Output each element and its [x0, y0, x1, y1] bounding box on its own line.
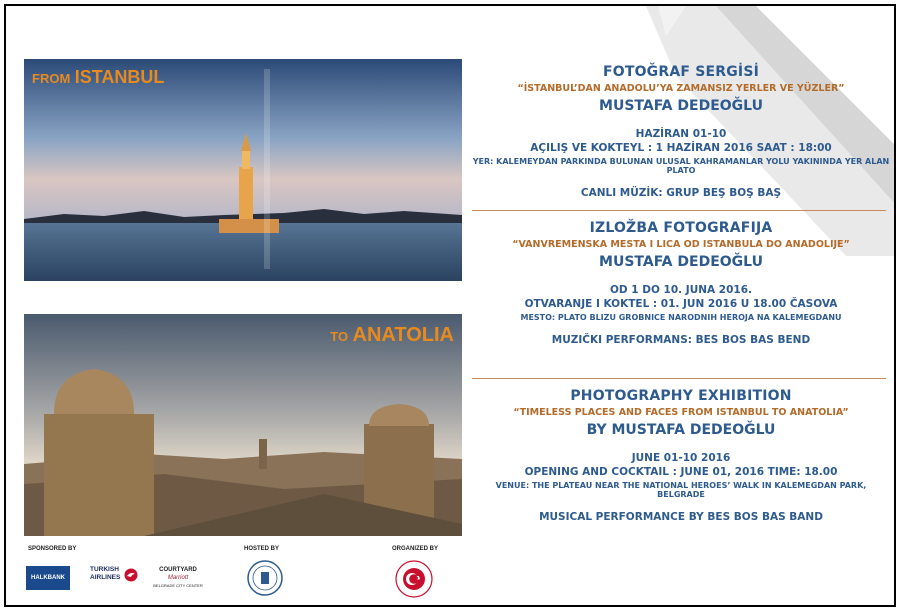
caption-istanbul: ISTANBUL — [74, 67, 165, 87]
caption-to: TO — [330, 329, 349, 344]
serbian-dates: OD 1 DO 10. JUNA 2016. — [609, 284, 753, 296]
serbian-section — [472, 220, 890, 346]
english-music: MUSICAL PERFORMANCE BY BES BOS BAS BAND — [539, 511, 823, 523]
organizer-emblem — [394, 559, 434, 599]
organized-by-label: ORGANIZED BY — [392, 546, 439, 552]
turkish-dates: HAZİRAN 01-10 — [635, 128, 727, 140]
turkish-title: FOTOĞRAF SERGİSİ — [602, 64, 760, 80]
istanbul-caption — [32, 67, 164, 88]
istanbul-photo — [24, 59, 462, 281]
english-section — [472, 388, 890, 523]
turkish-airlines-icon — [124, 568, 138, 582]
courtyard-subtext: BELGRADE CITY CENTER — [153, 583, 203, 588]
serbian-music: MUZIČKI PERFORMANS: BES BOS BAS BEND — [551, 334, 811, 346]
caption-anatolia: ANATOLIA — [352, 324, 454, 346]
courtyard-text: COURTYARD — [159, 567, 197, 573]
marriott-text: Marriott — [167, 575, 189, 581]
halkbank-text: HALKBANK — [31, 575, 65, 581]
serbian-author: MUSTAFA DEDEOĞLU — [599, 254, 763, 270]
serbian-title: IZLOŽBA FOTOGRAFIJA — [589, 220, 773, 236]
ta-text-2: AIRLINES — [90, 574, 121, 581]
serbian-subtitle: “VANVREMENSKA MESTA I LICA OD ISTANBULA DO ANADOLIJE” — [512, 239, 850, 250]
english-subtitle: “TIMELESS PLACES AND FACES FROM ISTANBUL TO ANATOLIA” — [513, 407, 849, 418]
caption-from: FROM — [32, 71, 71, 86]
anatolia-caption — [330, 324, 454, 347]
poster-frame — [4, 4, 896, 607]
english-author: BY MUSTAFA DEDEOĞLU — [586, 422, 776, 438]
host-library-emblem — [246, 559, 284, 597]
turkish-section — [472, 64, 890, 199]
halkbank-logo — [26, 566, 70, 590]
divider-1 — [472, 210, 886, 211]
english-dates: JUNE 01-10 2016 — [631, 452, 731, 464]
turkish-author: MUSTAFA DEDEOĞLU — [599, 98, 763, 114]
english-opening: OPENING AND COCKTAIL : JUNE 01, 2016 TIME: 18.00 — [524, 466, 838, 478]
courtyard-logo — [146, 566, 210, 594]
anatolia-photo — [24, 314, 462, 536]
divider-2 — [472, 378, 886, 379]
turkish-subtitle: “İSTANBUL’DAN ANADOLU’YA ZAMANSIZ YERLER VE YÜZLER” — [517, 83, 845, 94]
serbian-opening: OTVARANJE I KOKTEL : 01. JUN 2016 U 18.00 ČASOVA — [524, 298, 838, 310]
serbian-venue: MESTO: PLATO BLIZU GROBNICE NARODNIH HEROJA NA KALEMEGDANU — [520, 313, 842, 322]
turkish-opening: AÇILIŞ VE KOKTEYL : 1 HAZİRAN 2016 SAAT : 18:00 — [530, 142, 832, 154]
hosted-by-label: HOSTED BY — [244, 546, 280, 552]
turkish-music: CANLI MÜZİK: GRUP BEŞ BOŞ BAŞ — [580, 187, 782, 199]
english-venue: VENUE: THE PLATEAU NEAR THE NATIONAL HEROES’ WALK IN KALEMEGDAN PARK, BELGRADE — [495, 481, 867, 499]
sponsored-by-label: SPONSORED BY — [28, 546, 77, 552]
turkish-venue: YER: KALEMEYDAN PARKINDA BULUNAN ULUSAL KAHRAMANLAR YOLU YAKININDA YER ALAN PLATO — [472, 157, 890, 175]
english-title: PHOTOGRAPHY EXHIBITION — [570, 388, 792, 404]
ta-text-1: TURKISH — [90, 566, 119, 573]
